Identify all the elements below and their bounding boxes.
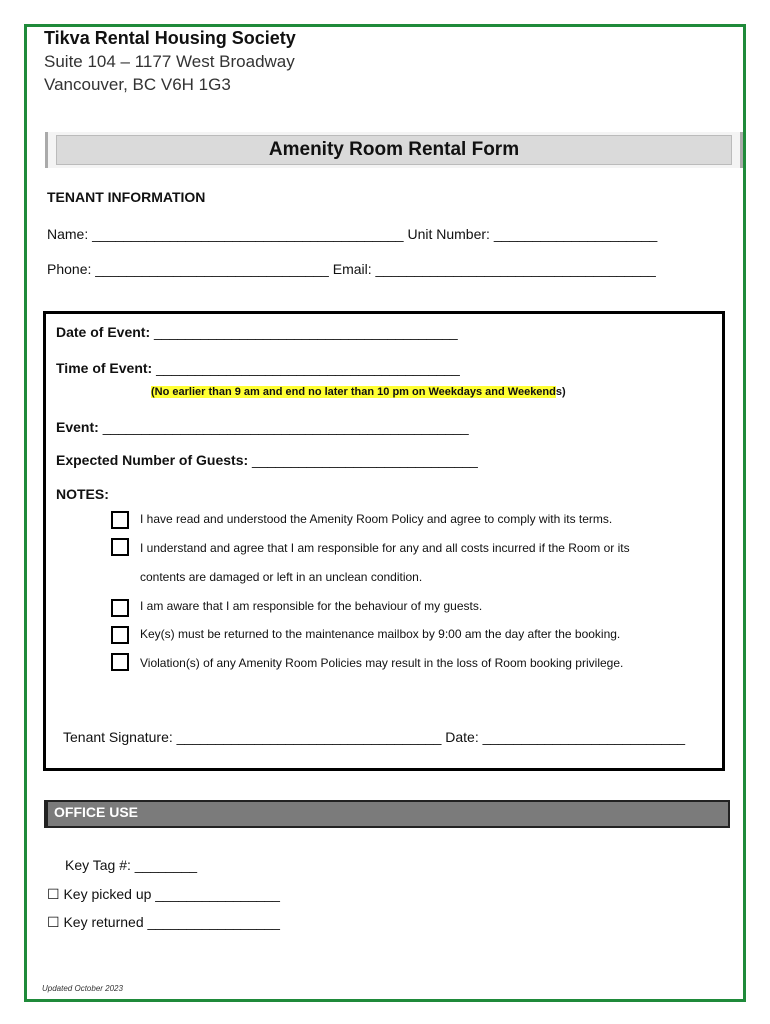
time-restriction-tail: s) xyxy=(555,386,566,398)
org-name: Tikva Rental Housing Society xyxy=(44,28,296,48)
guests-field[interactable] xyxy=(56,452,478,468)
date-of-event-blank: _______________________________________ xyxy=(154,324,458,340)
tenant-info-heading: TENANT INFORMATION xyxy=(47,189,206,205)
date-of-event-label: Date of Event: xyxy=(56,324,151,340)
time-restriction-note xyxy=(151,386,566,398)
key-return-checkbox[interactable] xyxy=(111,626,129,644)
form-title-bar xyxy=(45,132,743,168)
updated-date: Updated October 2023 xyxy=(42,984,123,993)
key-return-text: Key(s) must be returned to the maintenance mailbox by 9:00 am the day after the booking. xyxy=(140,627,621,641)
costs-agreement-text: I understand and agree that I am responsible for any and all costs incurred if the Room or its xyxy=(140,541,630,555)
office-use-bar xyxy=(44,800,730,828)
time-of-event-label: Time of Event: xyxy=(56,360,153,376)
policy-checkbox[interactable] xyxy=(111,511,129,529)
form-title: Amenity Room Rental Form xyxy=(56,135,732,165)
violation-checkbox[interactable] xyxy=(111,653,129,671)
date-of-event-field[interactable] xyxy=(56,324,458,340)
guests-behaviour-checkbox[interactable] xyxy=(111,599,129,617)
guests-blank: _____________________________ xyxy=(252,452,478,468)
costs-agreement-text-cont: contents are damaged or left in an unclean condition. xyxy=(140,570,423,584)
key-returned-field[interactable]: ☐ Key returned _________________ xyxy=(47,914,280,930)
office-use-heading: OFFICE USE xyxy=(54,804,139,820)
time-of-event-blank: _______________________________________ xyxy=(156,360,460,376)
name-unit-field[interactable]: Name: ________________________________________ Unit Number: _____________________ xyxy=(47,226,658,242)
violation-text: Violation(s) of any Amenity Room Policies may result in the loss of Room booking privilege. xyxy=(140,656,624,670)
policy-agreement-text: I have read and understood the Amenity Room Policy and agree to comply with its terms. xyxy=(140,512,613,526)
event-field[interactable] xyxy=(56,419,469,435)
time-of-event-field[interactable] xyxy=(56,360,460,376)
key-tag-field[interactable]: Key Tag #: ________ xyxy=(65,857,198,873)
guests-behaviour-text: I am aware that I am responsible for the behaviour of my guests. xyxy=(140,599,483,613)
address-line-1: Suite 104 – 1177 West Broadway xyxy=(44,52,295,71)
phone-email-field[interactable]: Phone: ______________________________ Email: ____________________________________ xyxy=(47,261,656,277)
notes-label: NOTES: xyxy=(56,486,109,502)
address-line-2: Vancouver, BC V6H 1G3 xyxy=(44,75,231,94)
costs-checkbox[interactable] xyxy=(111,538,129,556)
signature-date-field[interactable]: Tenant Signature: __________________________________ Date: __________________________ xyxy=(63,729,686,745)
guests-label: Expected Number of Guests: xyxy=(56,452,249,468)
time-restriction-highlight: (No earlier than 9 am and end no later than 10 pm on Weekdays and Weekend xyxy=(151,386,556,398)
event-label: Event: xyxy=(56,419,99,435)
key-picked-up-field[interactable]: ☐ Key picked up ________________ xyxy=(47,886,280,902)
event-blank: _______________________________________________ xyxy=(102,419,469,435)
